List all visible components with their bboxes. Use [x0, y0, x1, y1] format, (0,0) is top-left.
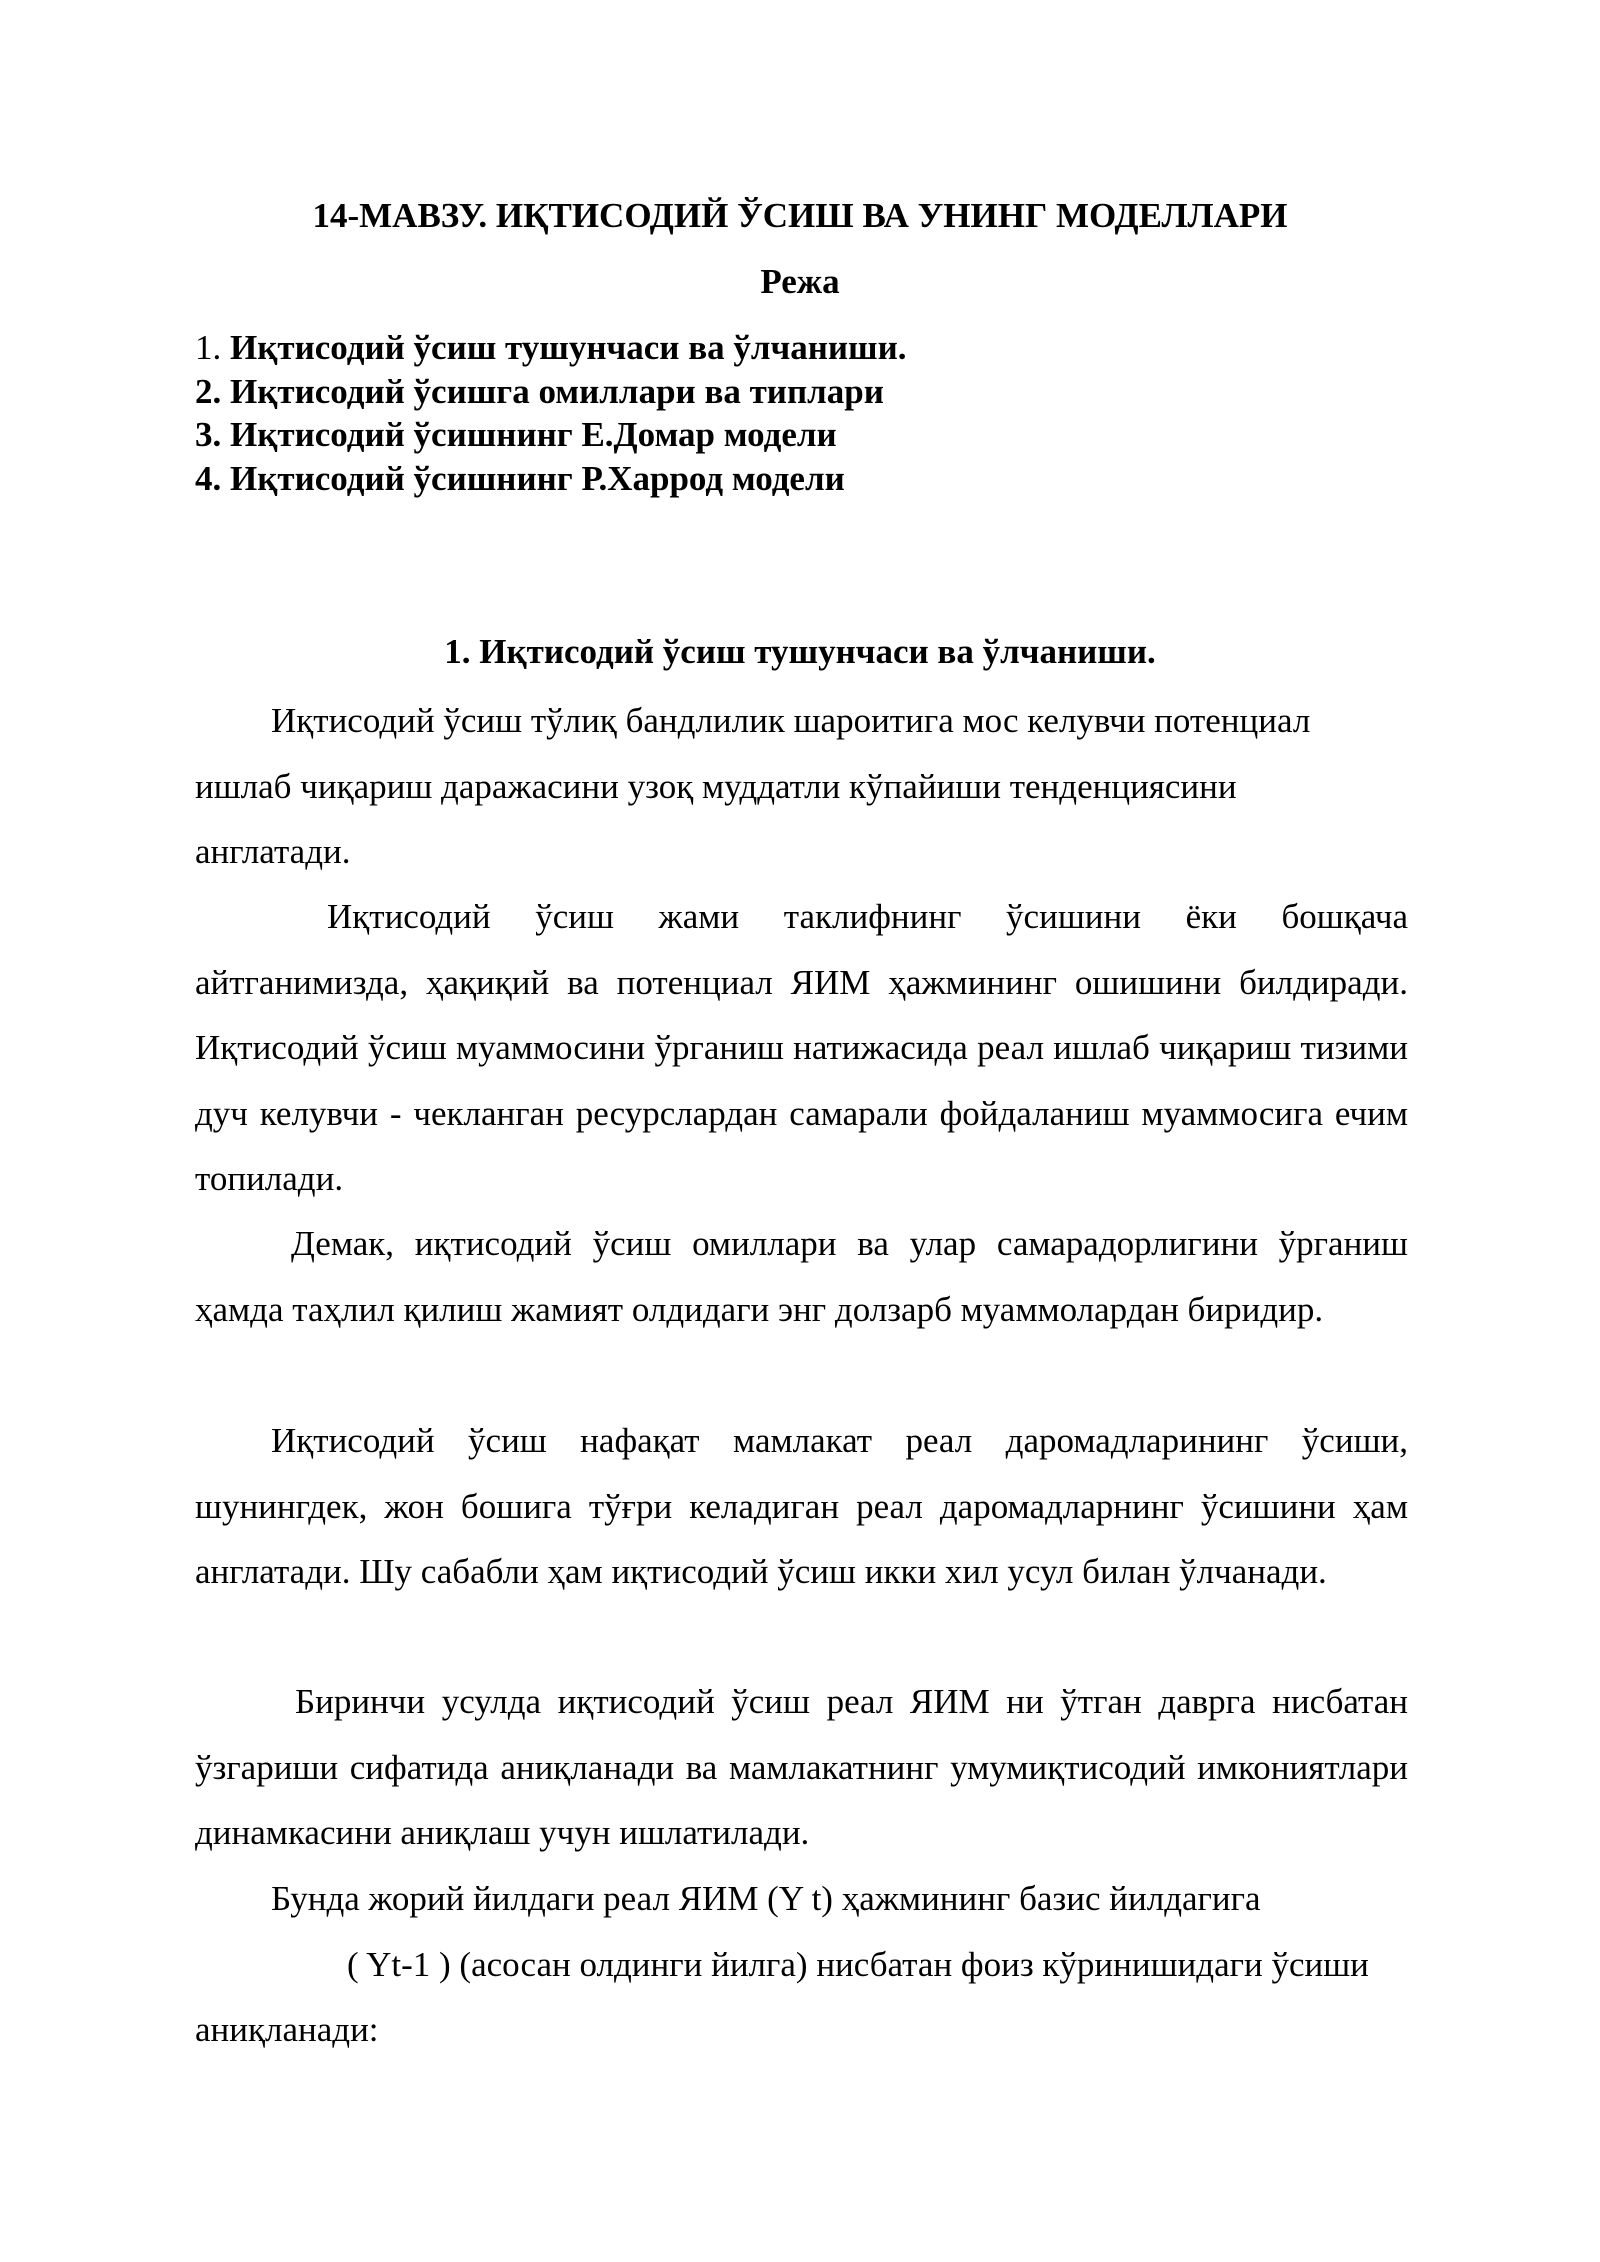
plan-item-text: Иқтисодий ўсишнинг Е.Домар модели	[230, 415, 837, 454]
paragraph-line: аниқланади:	[195, 2010, 379, 2049]
paragraph-formula-intro	[195, 1866, 1408, 2063]
paragraph-measurement: Иқтисодий ўсиш нафақат мамлакат реал даромадларининг ўсиши, шунингдек, жон бошига тўғри келадиган реал даромадларнинг ўсишини ҳам англатади. Шу сабабли ҳам иқтисодий ўсиш икки хил усул билан ўлчанади.	[195, 1421, 1408, 1591]
document-title: 14-МАВЗУ. ИҚТИСОДИЙ ЎСИШ ВА УНИНГ МОДЕЛЛАРИ	[312, 196, 1288, 235]
paragraph-first-method: Биринчи усулда иқтисодий ўсиш реал ЯИМ ни ўтган даврга нисбатан ўзгариши сифатида аниқланади ва мамлакатнинг умумиқтисодий имкониятлари динамкасини аниқлаш учун ишлатилади.	[195, 1682, 1408, 1852]
paragraph-line: ишлаб чиқариш даражасини узоқ муддатли кўпайиши тенденциясини	[195, 766, 1237, 806]
section-heading: 1. Иқтисодий ўсиш тушунчаси ва ўлчаниши.	[444, 632, 1156, 671]
plan-item	[195, 326, 907, 370]
paragraph-line: англатади.	[195, 832, 351, 871]
plan-item-number: 1.	[195, 328, 222, 367]
plan-item-number: 2.	[195, 371, 222, 411]
plan-item	[195, 370, 907, 414]
plan-item-text: Иқтисодий ўсишга омиллари ва типлари	[230, 371, 884, 411]
plan-list	[195, 326, 907, 500]
paragraph-line: ( Yt-1 ) (асосан олдинги йилга) нисбатан фоиз кўринишидаги ўсиши	[347, 1944, 1369, 1984]
plan-item	[195, 413, 907, 457]
paragraph-line: Иқтисодий ўсиш тўлиқ бандлилик шароитига мос келувчи потенциал	[271, 701, 1311, 740]
plan-item-text: Иқтисодий ўсишнинг Р.Харрод модели	[230, 458, 845, 498]
plan-item-number: 4.	[195, 458, 222, 498]
paragraph-line: Бунда жорий йилдаги реал ЯИМ (Y t) ҳажмининг базис йилдагига	[271, 1879, 1261, 1918]
paragraph-definition	[195, 688, 1408, 885]
paragraph-factors: Демак, иқтисодий ўсиш омиллари ва улар самарадорлигини ўрганиш ҳамда таҳлил қилиш жамият олдидаги энг долзарб муаммолардан биридир.	[195, 1224, 1408, 1329]
plan-item-text: Иқтисодий ўсиш тушунчаси ва ўлчаниши.	[230, 328, 907, 367]
plan-item-number: 3.	[195, 415, 222, 454]
plan-heading: Режа	[760, 262, 840, 301]
plan-item	[195, 457, 907, 501]
paragraph-aggregate-supply: Иқтисодий ўсиш жами таклифнинг ўсишини ёки бошқача айтганимизда, ҳақиқий ва потенциал ЯИМ ҳажмининг ошишини билдиради. Иқтисодий ўсиш муаммосини ўрганиш натижасида реал ишлаб чиқариш тизими дуч келувчи - чекланган ресурслардан самарали фойдаланиш муаммосига ечим топилади.	[195, 897, 1408, 1198]
